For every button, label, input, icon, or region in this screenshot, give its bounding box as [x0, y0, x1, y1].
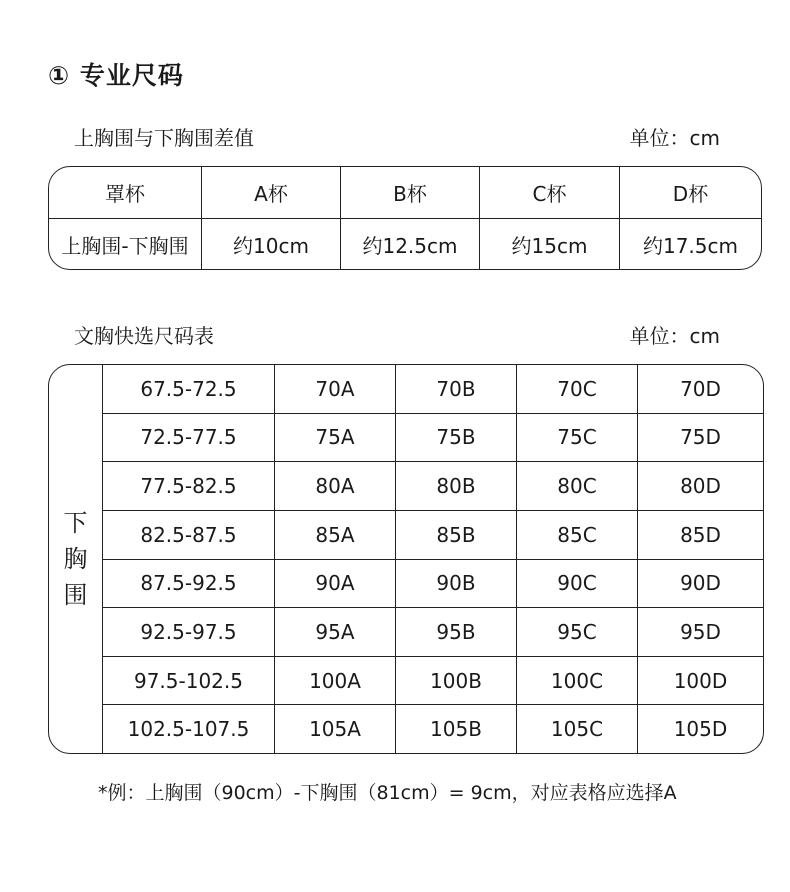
table-row: [103, 559, 763, 608]
size-cell: 85C: [516, 511, 637, 559]
size-cell: 90A: [274, 560, 395, 608]
side-label-char: 围: [63, 581, 88, 609]
size-cell: 80B: [395, 462, 516, 510]
table-cell: 约15cm: [479, 219, 619, 270]
header-cell: D杯: [619, 167, 761, 218]
underbust-range-cell: 92.5-97.5: [140, 619, 237, 644]
header-cell: B杯: [340, 167, 479, 218]
underbust-range-cell: 82.5-87.5: [140, 522, 237, 547]
table-row: [103, 704, 763, 753]
table-cell: 约12.5cm: [340, 219, 479, 270]
footnote: *例：上胸围（90cm）-下胸围（81cm）= 9cm，对应表格应选择A: [98, 782, 677, 804]
header-cell: A杯: [201, 167, 340, 218]
table-row: [103, 413, 763, 462]
table-cell: 约17.5cm: [619, 219, 761, 270]
cup-difference-unit: 单位：cm: [629, 126, 720, 150]
side-label-char: 胸: [63, 545, 88, 573]
size-cell: 75A: [274, 414, 395, 462]
table-row: [103, 510, 763, 559]
header-cell: 罩杯: [105, 182, 145, 206]
underbust-range-cell: 97.5-102.5: [133, 668, 243, 693]
size-cell: 90D: [637, 560, 763, 608]
size-cell: 80D: [637, 462, 763, 510]
table-header-row: [49, 167, 761, 218]
underbust-side-label: [49, 365, 103, 753]
size-cell: 90C: [516, 560, 637, 608]
size-cell: 75D: [637, 414, 763, 462]
size-table-unit: 单位：cm: [629, 324, 720, 348]
underbust-range-cell: 102.5-107.5: [127, 717, 250, 742]
size-cell: 70B: [395, 365, 516, 413]
size-cell: 90B: [395, 560, 516, 608]
size-cell: 105B: [395, 705, 516, 753]
size-cell: 100D: [637, 657, 763, 705]
size-cell: 85D: [637, 511, 763, 559]
page-title: ① 专业尺码: [48, 61, 184, 90]
cup-difference-title: 上胸围与下胸围差值: [74, 126, 254, 150]
size-quick-select-table: [48, 364, 764, 754]
size-cell: 95C: [516, 608, 637, 656]
cup-difference-table: [48, 166, 762, 270]
size-cell: 105C: [516, 705, 637, 753]
table-row: [103, 656, 763, 705]
size-cell: 80C: [516, 462, 637, 510]
size-cell: 105D: [637, 705, 763, 753]
size-cell: 95D: [637, 608, 763, 656]
underbust-range-cell: 87.5-92.5: [140, 571, 237, 596]
header-cell: C杯: [479, 167, 619, 218]
size-cell: 70C: [516, 365, 637, 413]
size-cell: 100B: [395, 657, 516, 705]
table-row: [103, 461, 763, 510]
size-cell: 75B: [395, 414, 516, 462]
size-cell: 105A: [274, 705, 395, 753]
table-row: [49, 218, 761, 270]
size-cell: 100C: [516, 657, 637, 705]
size-table-body: [103, 365, 763, 753]
size-cell: 95B: [395, 608, 516, 656]
size-cell: 75C: [516, 414, 637, 462]
size-table-title: 文胸快选尺码表: [74, 324, 214, 348]
size-cell: 85A: [274, 511, 395, 559]
size-cell: 100A: [274, 657, 395, 705]
size-cell: 95A: [274, 608, 395, 656]
table-row: [103, 607, 763, 656]
table-cell: 约10cm: [201, 219, 340, 270]
table-cell: 上胸围-下胸围: [61, 234, 189, 258]
underbust-range-cell: 67.5-72.5: [140, 376, 237, 401]
underbust-range-cell: 77.5-82.5: [140, 474, 237, 499]
underbust-range-cell: 72.5-77.5: [140, 425, 237, 450]
size-cell: 70A: [274, 365, 395, 413]
size-cell: 70D: [637, 365, 763, 413]
size-cell: 85B: [395, 511, 516, 559]
side-label-char: 下: [63, 509, 88, 537]
table-row: [103, 365, 763, 413]
size-cell: 80A: [274, 462, 395, 510]
